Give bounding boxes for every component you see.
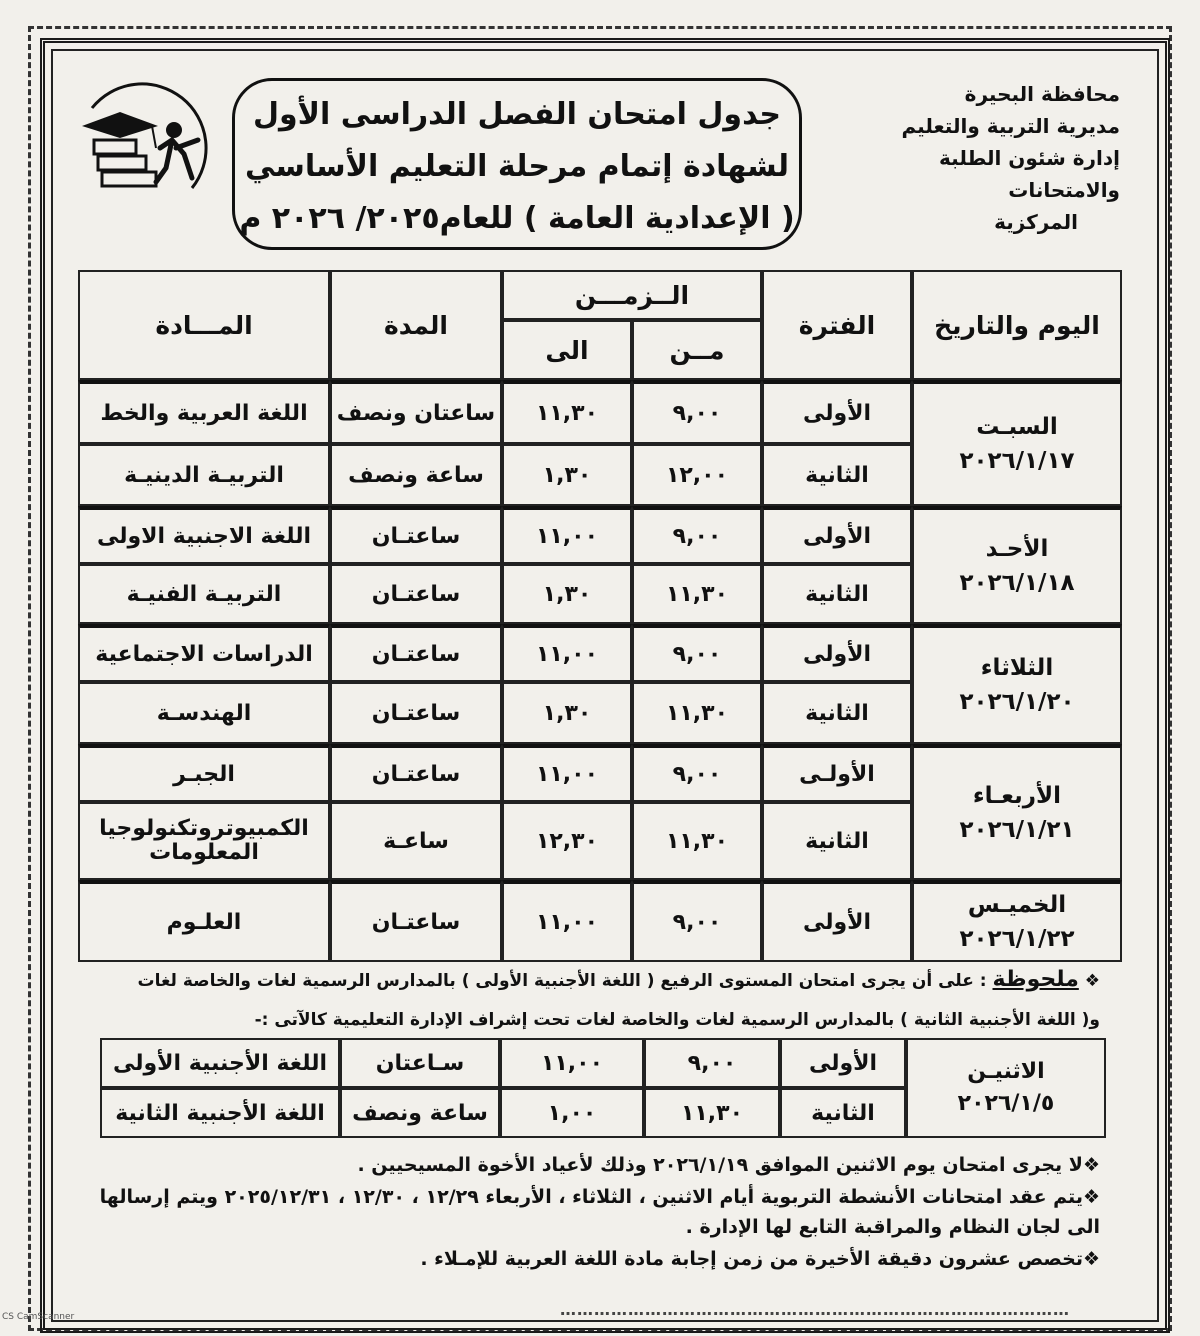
to-cell: ١١,٠٠ — [502, 880, 632, 962]
subject-cell: اللغة الاجنبية الاولى — [78, 506, 330, 564]
subject-cell: الدراسات الاجتماعية — [78, 624, 330, 682]
period-cell: الأولى — [780, 1038, 906, 1088]
note-label: ملحوظة — [992, 967, 1079, 992]
period-cell: الثانية — [762, 564, 912, 624]
footer-cut-off: ……………………………………………………………………………… — [560, 1300, 1070, 1319]
list-item — [90, 1244, 1100, 1274]
subject-cell: الكمبيوتروتكنولوجيا المعلومات — [78, 802, 330, 880]
period-cell: الثانية — [762, 682, 912, 744]
to-cell: ١١,٠٠ — [500, 1038, 644, 1088]
day-name: الثلاثاء — [980, 655, 1054, 681]
header-period: الفترة — [762, 270, 912, 380]
title-line-3: ( الإعدادية العامة ) للعام٢٠٢٥/ ٢٠٢٦ م — [239, 201, 795, 236]
day-date: ٢٠٢٦/١/١٧ — [959, 448, 1075, 474]
to-cell: ١,٠٠ — [500, 1088, 644, 1138]
subject-cell: اللغة الأجنبية الأولى — [100, 1038, 340, 1088]
title-line-1: جدول امتحان الفصل الدراسى الأول — [252, 97, 782, 132]
note-text: لا يجرى امتحان يوم الاثنين الموافق ٢٠٢٦/١/١٩ وذلك لأعياد الأخوة المسيحيين . — [357, 1154, 1083, 1176]
governorate: محافظة البحيرة — [964, 82, 1120, 106]
education-logo-icon — [72, 78, 212, 208]
directorate-block — [850, 78, 1120, 238]
day-cell — [912, 506, 1122, 624]
day-cell — [912, 624, 1122, 744]
day-cell — [912, 380, 1122, 506]
day-date: ٢٠٢٦/١/١٨ — [959, 570, 1075, 596]
from-cell: ٩,٠٠ — [632, 880, 762, 962]
from-cell: ١١,٣٠ — [644, 1088, 780, 1138]
education-directorate: مديرية التربية والتعليم — [901, 114, 1120, 138]
from-cell: ١١,٣٠ — [632, 682, 762, 744]
header-to: الى — [502, 320, 632, 380]
to-cell: ١٢,٣٠ — [502, 802, 632, 880]
day-cell — [906, 1038, 1106, 1138]
exam-schedule-table — [78, 270, 1122, 962]
duration-cell: ساعتـان — [330, 624, 502, 682]
period-cell: الأولـى — [762, 744, 912, 802]
duration-cell: ساعتـان — [330, 682, 502, 744]
duration-cell: ساعة ونصف — [330, 444, 502, 506]
note-text: تخصص عشرون دقيقة الأخيرة من زمن إجابة مادة اللغة العربية للإمـلاء . — [420, 1248, 1083, 1270]
from-cell: ٩,٠٠ — [644, 1038, 780, 1088]
list-item — [90, 1150, 1100, 1180]
note-text-2: و( اللغة الأجنبية الثانية ) بالمدارس الرسمية لغات والخاصة لغات تحت إشراف الإدارة التعليمية كالآتى :- — [254, 1010, 1100, 1030]
day-name: الاثنيـن — [967, 1059, 1045, 1084]
header-time: الــزمـــن — [502, 270, 762, 320]
period-cell: الثانية — [762, 444, 912, 506]
day-cell — [912, 744, 1122, 880]
note-text-1: : على أن يجرى امتحان المستوى الرفيع ( اللغة الأجنبية الأولى ) بالمدارس الرسمية لغات والخاصة لغات — [137, 971, 987, 991]
day-date: ٢٠٢٦/١/٢٢ — [959, 926, 1075, 952]
day-name: السبـت — [976, 414, 1058, 440]
subject-cell: الهندسـة — [78, 682, 330, 744]
to-cell: ١١,٠٠ — [502, 744, 632, 802]
period-cell: الثانية — [762, 802, 912, 880]
period-cell: الأولى — [762, 506, 912, 564]
note-text: يتم عقد امتحانات الأنشطة التربوية أيام الاثنين ، الثلاثاء ، الأربعاء ١٢/٢٩ ، ١٢/٣٠ ، ٢٠٢٥/١٢/٣١ ويتم إرسالها الى لجان النظام والمراقبة التابع لها الإدارة . — [99, 1186, 1100, 1238]
duration-cell: ساعة ونصف — [340, 1088, 500, 1138]
from-cell: ١١,٣٠ — [632, 564, 762, 624]
day-name: الأحـد — [985, 536, 1049, 562]
language-exam-table — [100, 1038, 1106, 1138]
duration-cell: ساعـة — [330, 802, 502, 880]
subject-cell: الجبـر — [78, 744, 330, 802]
duration-cell: ساعتـان — [330, 744, 502, 802]
note-line-1 — [100, 966, 1100, 995]
diamond-bullet-icon: ❖ — [1082, 1186, 1100, 1208]
to-cell: ١١,٠٠ — [502, 506, 632, 564]
period-cell: الأولى — [762, 380, 912, 444]
diamond-bullet-icon: ❖ — [1078, 971, 1100, 991]
central-label: المركزية — [994, 210, 1078, 234]
title-box — [232, 78, 802, 250]
subject-cell: العلـوم — [78, 880, 330, 962]
to-cell: ١١,٠٠ — [502, 624, 632, 682]
notes-list — [90, 1150, 1100, 1276]
header-duration: المدة — [330, 270, 502, 380]
subject-cell: اللغة الأجنبية الثانية — [100, 1088, 340, 1138]
title-line-2: لشهادة إتمام مرحلة التعليم الأساسي — [245, 149, 789, 184]
duration-cell: ساعتـان — [330, 506, 502, 564]
day-name: الأربعـاء — [972, 783, 1062, 809]
day-name: الخميـس — [967, 892, 1067, 918]
from-cell: ٩,٠٠ — [632, 506, 762, 564]
from-cell: ٩,٠٠ — [632, 380, 762, 444]
from-cell: ١٢,٠٠ — [632, 444, 762, 506]
duration-cell: ساعتان ونصف — [330, 380, 502, 444]
diamond-bullet-icon: ❖ — [1082, 1248, 1100, 1270]
period-cell: الأولى — [762, 880, 912, 962]
header-subject: المـــادة — [78, 270, 330, 380]
period-cell: الثانية — [780, 1088, 906, 1138]
subject-cell: اللغة العربية والخط — [78, 380, 330, 444]
day-cell — [912, 880, 1122, 962]
to-cell: ١,٣٠ — [502, 564, 632, 624]
subject-cell: التربيـة الفنيـة — [78, 564, 330, 624]
to-cell: ١,٣٠ — [502, 682, 632, 744]
from-cell: ٩,٠٠ — [632, 744, 762, 802]
from-cell: ٩,٠٠ — [632, 624, 762, 682]
exams-administration: إدارة شئون الطلبة والامتحانات — [939, 146, 1120, 202]
scanner-watermark: CS CamScanner — [2, 1312, 75, 1322]
day-date: ٢٠٢٦/١/٥ — [957, 1091, 1055, 1116]
duration-cell: ساعتـان — [330, 564, 502, 624]
subject-cell: التربيـة الدينيـة — [78, 444, 330, 506]
header-day-date: اليوم والتاريخ — [912, 270, 1122, 380]
duration-cell: سـاعتان — [340, 1038, 500, 1088]
duration-cell: ساعتـان — [330, 880, 502, 962]
day-date: ٢٠٢٦/١/٢٠ — [959, 689, 1075, 715]
period-cell: الأولى — [762, 624, 912, 682]
day-date: ٢٠٢٦/١/٢١ — [959, 817, 1075, 843]
to-cell: ١١,٣٠ — [502, 380, 632, 444]
list-item — [90, 1182, 1100, 1242]
from-cell: ١١,٣٠ — [632, 802, 762, 880]
header-from: مــن — [632, 320, 762, 380]
diamond-bullet-icon: ❖ — [1082, 1154, 1100, 1176]
to-cell: ١,٣٠ — [502, 444, 632, 506]
